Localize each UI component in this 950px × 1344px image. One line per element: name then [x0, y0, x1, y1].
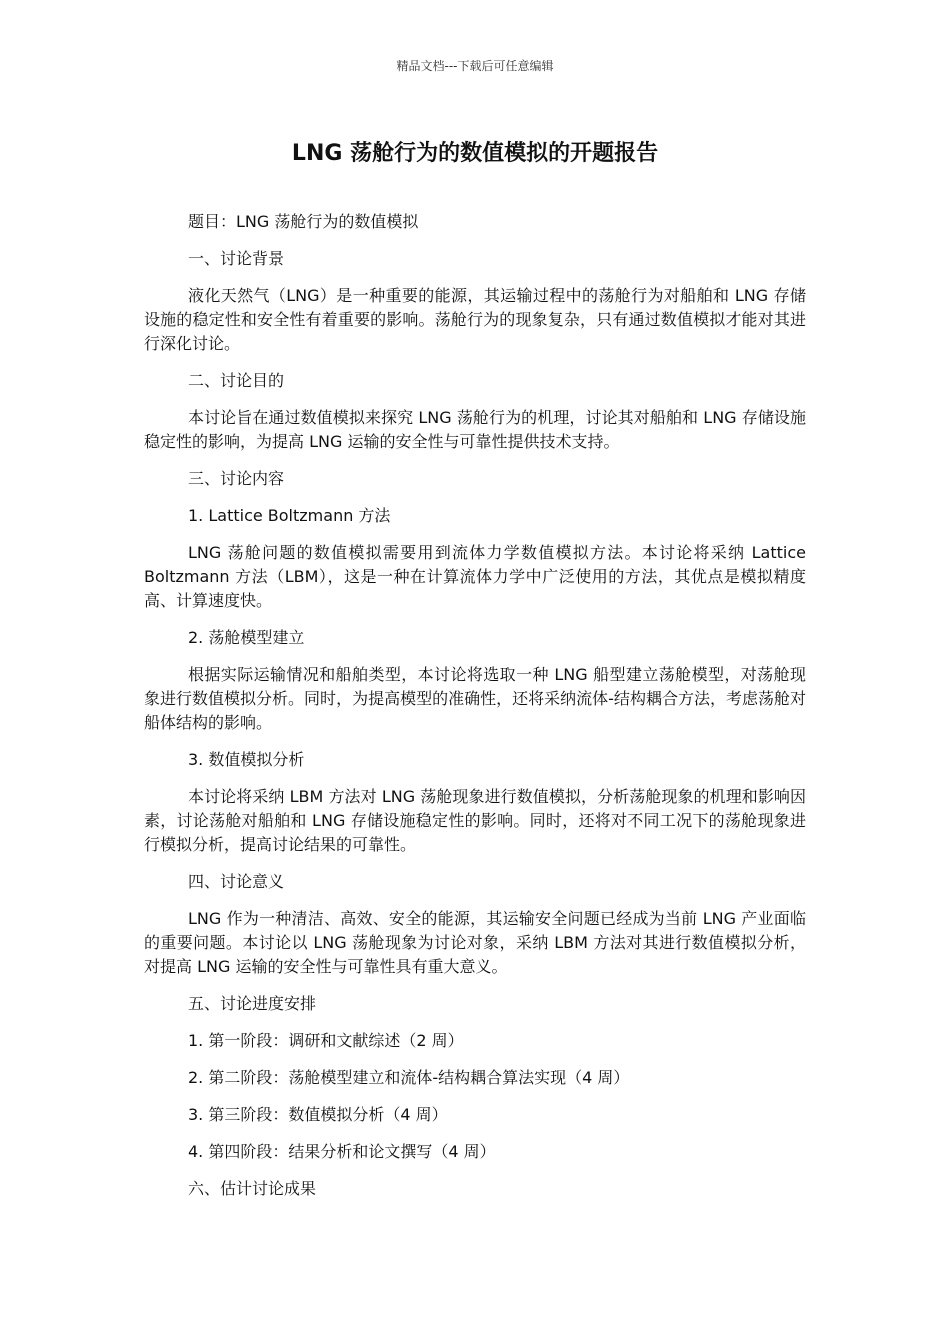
topic-line: 题目：LNG 荡舱行为的数值模拟: [188, 212, 419, 231]
list-item: 2. 第二阶段：荡舱模型建立和流体-结构耦合算法实现（4 周）: [188, 1068, 630, 1087]
section-heading-purpose: 二、讨论目的: [188, 371, 285, 390]
header-note: 精品文档---下载后可任意编辑: [396, 59, 554, 73]
list-item: 4. 第四阶段：结果分析和论文撰写（4 周）: [188, 1142, 496, 1161]
paragraph-model: 根据实际运输情况和船舶类型，本讨论将选取一种 LNG 船型建立荡舱模型，对荡舱现象进行数值模拟分析。同时，为提高模型的准确性，还将采纳流体-结构耦合方法，考虑荡舱对船体结构的影响。: [144, 665, 806, 732]
page-title: LNG 荡舱行为的数值模拟的开题报告: [291, 141, 659, 166]
list-item: 3. 第三阶段：数值模拟分析（4 周）: [188, 1105, 448, 1124]
subheading-lbm: 1. Lattice Boltzmann 方法: [188, 506, 391, 525]
paragraph-significance: LNG 作为一种清洁、高效、安全的能源，其运输安全问题已经成为当前 LNG 产业面临的重要问题。本讨论以 LNG 荡舱现象为讨论对象，采纳 LBM 方法对其进行数值模拟分析，对提高 LNG 运输的安全性与可靠性具有重大意义。: [144, 909, 806, 976]
subheading-model: 2. 荡舱模型建立: [188, 628, 305, 647]
list-item: 1. 第一阶段：调研和文献综述（2 周）: [188, 1031, 464, 1050]
section-heading-content: 三、讨论内容: [188, 469, 285, 488]
section-heading-schedule: 五、讨论进度安排: [188, 994, 317, 1013]
paragraph-purpose: 本讨论旨在通过数值模拟来探究 LNG 荡舱行为的机理，讨论其对船舶和 LNG 存储设施稳定性的影响，为提高 LNG 运输的安全性与可靠性提供技术支持。: [144, 408, 806, 451]
paragraph-lbm: LNG 荡舱问题的数值模拟需要用到流体力学数值模拟方法。本讨论将采纳 Lattice Boltzmann 方法（LBM），这是一种在计算流体力学中广泛使用的方法，其优点是模拟精度高、计算速度快。: [144, 543, 806, 610]
section-heading-results: 六、估计讨论成果: [188, 1179, 317, 1198]
paragraph-background: 液化天然气（LNG）是一种重要的能源，其运输过程中的荡舱行为对船舶和 LNG 存储设施的稳定性和安全性有着重要的影响。荡舱行为的现象复杂，只有通过数值模拟才能对其进行深化讨论。: [144, 286, 806, 353]
document-body: [144, 210, 806, 1214]
paragraph-simulation: 本讨论将采纳 LBM 方法对 LNG 荡舱现象进行数值模拟，分析荡舱现象的机理和影响因素，讨论荡舱对船舶和 LNG 存储设施稳定性的影响。同时，还将对不同工况下的荡舱现象进行模拟分析，提高讨论结果的可靠性。: [144, 787, 806, 854]
section-heading-significance: 四、讨论意义: [188, 872, 285, 891]
section-heading-background: 一、讨论背景: [188, 249, 285, 268]
subheading-simulation: 3. 数值模拟分析: [188, 750, 305, 769]
